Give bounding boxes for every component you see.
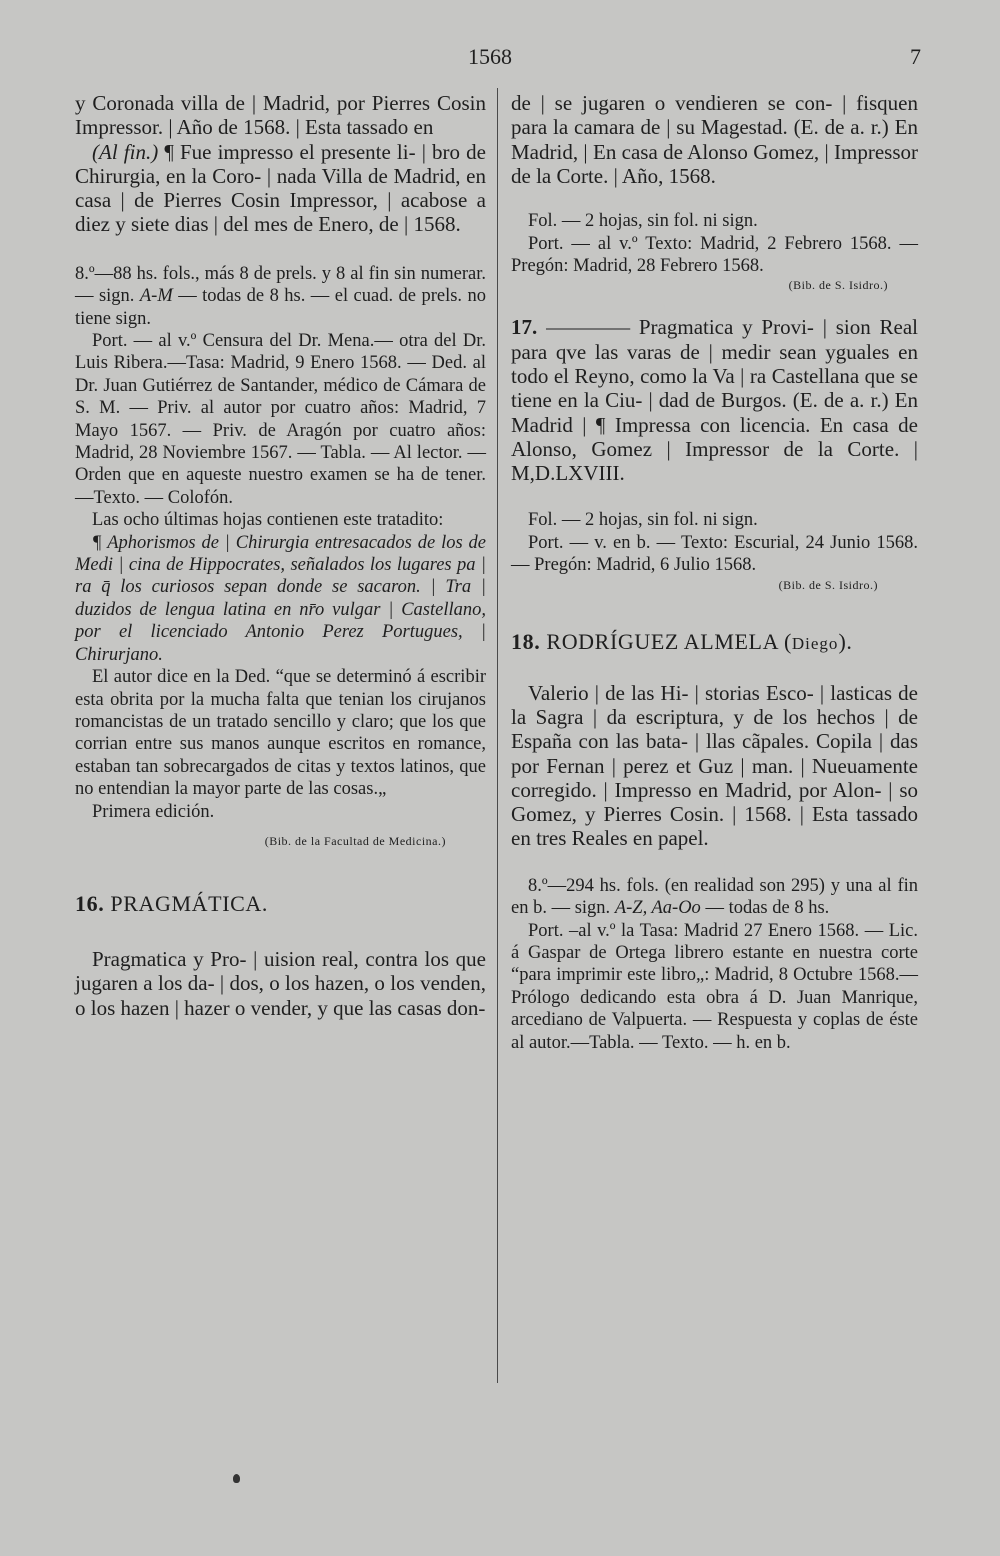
collation-signature: A-Z, Aa-Oo <box>614 898 701 919</box>
right-column <box>511 91 918 1054</box>
left-column <box>75 91 486 1020</box>
library-location: (Bib. de S. Isidro.) <box>778 577 878 592</box>
page-number: 7 <box>910 44 921 69</box>
collation-signature: A-M <box>139 286 173 307</box>
entry-number: 17. <box>511 315 538 340</box>
entry-18-contents: Port. –al v.º la Tasa: Madrid 27 Enero 1568. — Lic. á Gaspar de Ortega librero estante en nuestra corte “para imprimir este libro„: Madrid, 8 Octubre 1568.—Prólogo dedicando esta obra á D. Juan Manrique, arcediano de Valpuerta. — Respuesta y coplas de éste al autor.—Tabla. — Texto. — h. en b. <box>511 920 918 1053</box>
entry-17-heading <box>511 315 918 485</box>
entry-18-heading <box>511 629 918 657</box>
printer-mark <box>233 1474 240 1483</box>
collation-text-end: — todas de 8 hs. — el cuad. de prels. no tiene sign. <box>75 286 486 329</box>
entry-15-colophon <box>75 140 486 237</box>
colophon-text: ¶ Fue impresso el presente li- | bro de Chirurgia, en la Coro- | nada Villa de Madrid, en casa | de Pierres Cosin Impressor, | acabose a diez y siete dias | del mes de Enero, de | 1568. <box>75 139 486 237</box>
collation-text: 8.º—294 hs. fols. (en realidad son 295) y una al fin en b. — sign. <box>511 875 918 919</box>
library-location: (Bib. de la Facultad de Medicina.) <box>264 833 446 848</box>
author-given-name: Diego <box>791 633 839 653</box>
colophon-label: (Al fin.) <box>92 139 159 164</box>
entry-15-appended-title: ¶ Aphorismos de | Chirurgia entresacados de los de Medi | cina de Hippocrates, señalados los lugares pa | ra q̄ los curiosos sepan donde se sacaron. | Tra | duzidos de lengua latina en nr̄o vulgar | Castellano, por el licenciado Antonio Perez Portugues, | Chirurjano. <box>75 532 486 665</box>
entry-17-collation: Fol. — 2 hojas, sin fol. ni sign. <box>528 510 758 531</box>
entry-17-contents: Port. — v. en b. — Texto: Escurial, 24 Junio 1568. — Pregón: Madrid, 6 Julio 1568. <box>511 532 918 576</box>
entry-16-contents: Port. — al v.º Texto: Madrid, 2 Febrero 1568. — Pregón: Madrid, 28 Febrero 1568. <box>511 233 918 276</box>
entry-16-collation: Fol. — 2 hojas, sin fol. ni sign. <box>528 211 758 232</box>
entry-16-continuation: de | se jugaren o vendieren se con- | fisquen para la camara de | su Magestad. (E. de a. r.) En Madrid, | En casa de Alonso Gomez, | Impressor de la Corte. | Año, 1568. <box>511 91 918 188</box>
entry-number: 16. <box>75 890 105 916</box>
entry-number: 18. <box>511 628 541 654</box>
paren: ( <box>777 628 792 654</box>
paren: ). <box>838 628 853 654</box>
running-head-year: 1568 <box>468 44 512 69</box>
entry-15-note: Las ocho últimas hojas contienen este tratadito: <box>92 510 444 531</box>
entry-15-contents: Port. — al v.º Censura del Dr. Mena.— otra del Dr. Luis Ribera.—Tasa: Madrid, 9 Enero 1568. — Ded. al Dr. Juan Gutiérrez de Santander, médico de Cámara de S. M. — Priv. al autor por cuatro años: Madrid, 7 Mayo 1567. — Priv. de Aragón por cuatro años: Madrid, 28 Noviembre 1567. — Tabla. — Al lector. — Orden que en aqueste nuestro examen se ha de tener. —Texto. — Colofón. <box>75 331 486 508</box>
entry-15-collation <box>75 263 486 330</box>
collation-text-end: — todas de 8 hs. <box>700 898 830 919</box>
entry-16-title-transcription: Pragmatica y Pro- | uision real, contra los que jugaren a los da- | dos, o los hazen, o los venden, o los hazen | hazer o vender, y que las casas don- <box>75 946 486 1020</box>
entry-16-heading <box>75 891 486 917</box>
entry-18-collation <box>511 875 918 920</box>
column-divider <box>497 88 498 1383</box>
entry-15-author-quote: El autor dice en la Ded. “que se determinó á escribir esta obrita por la mucha falta que tenian los cirujanos romancistas de un tratado sencillo y claro; que los que corrian entre sus manos aunque escritos en romance, estaban tan sobrecargados de citas y textos latinos, que no entendian la mayor parte de las cosas.„ <box>75 667 486 800</box>
entry-author: RODRÍGUEZ ALMELA <box>546 628 778 654</box>
entry-17-title-transcription: ———— Pragmatica y Provi- | sion Real para qve las varas de | medir sean yguales en todo el Reyno, como la Va | ra Castellana que se tiene en la Ciu- | dad de Burgos. (E. de a. r.) En Madrid | ¶ Impressa con licencia. En casa de Alonso, Gomez | Impressor de la Corte. | M,D.LXVIII. <box>511 315 919 486</box>
entry-18-title-transcription: Valerio | de las Hi- | storias Esco- | lasticas de la Sagra | da escriptura, y de los hechos | de España con las bata- | llas cãpales. Copila | das por Fernan | perez et Guz | man. | Nueuamente corregido. | Impresso en Madrid, por Alon- | so Gomez, y Pierres Cosin. | 1568. | Esta tassado en tres Reales en papel. <box>511 680 918 851</box>
collation-text: 8.º—88 hs. fols., más 8 de prels. y 8 al fin sin numerar. — sign. <box>75 263 486 307</box>
entry-title: PRAGMÁTICA. <box>110 890 268 916</box>
entry-15-edition: Primera edición. <box>92 801 215 822</box>
library-location: (Bib. de S. Isidro.) <box>788 278 888 293</box>
entry-15-continuation: y Coronada villa de | Madrid, por Pierres Cosin Impressor. | Año de 1568. | Esta tassado en <box>75 91 486 140</box>
